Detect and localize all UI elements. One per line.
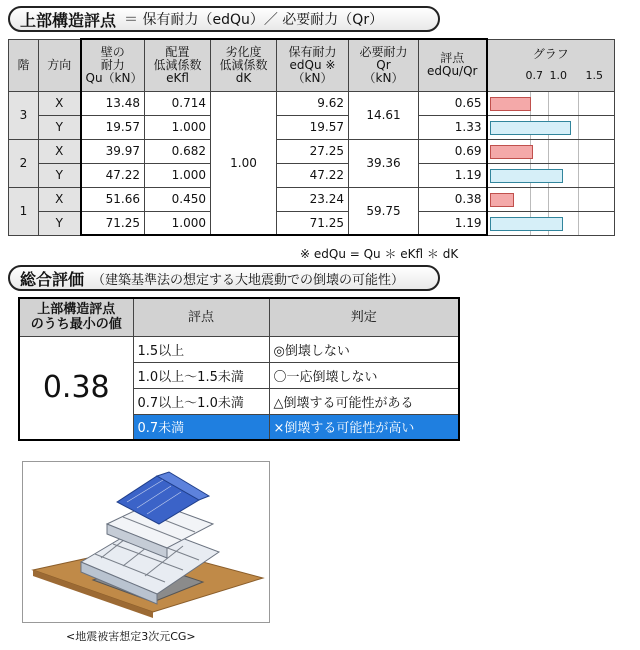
evaluation-header <box>8 6 440 32</box>
graph-cell <box>487 211 615 235</box>
direction-label: X <box>39 139 81 163</box>
wall-strength-value: 47.22 <box>81 163 145 187</box>
layout-factor-value: 0.714 <box>145 91 211 115</box>
score-range: 0.7以上～1.0未満 <box>133 388 269 414</box>
score-value: 1.19 <box>419 163 487 187</box>
score-value: 0.65 <box>419 91 487 115</box>
direction-label: X <box>39 91 81 115</box>
judgment-text: ◎倒壊しない <box>269 336 459 362</box>
col-judgment: 判定 <box>269 298 459 336</box>
wall-strength-value: 19.57 <box>81 115 145 139</box>
retained-strength-value: 9.62 <box>277 91 349 115</box>
layout-factor-value: 1.000 <box>145 163 211 187</box>
col-floor: 階 <box>9 39 39 91</box>
col-direction: 方向 <box>39 39 81 91</box>
retained-strength-value: 71.25 <box>277 211 349 235</box>
score-bar <box>490 169 563 183</box>
table-row <box>9 163 615 187</box>
retained-strength-value: 19.57 <box>277 115 349 139</box>
table-row <box>9 139 615 163</box>
graph-tick-label: 1.0 <box>549 68 567 82</box>
retained-strength-value: 27.25 <box>277 139 349 163</box>
deterioration-value: 1.00 <box>211 91 277 235</box>
score-value: 0.38 <box>419 187 487 211</box>
col-wall-strength: 壁の 耐力 Qu（kN） <box>81 39 145 91</box>
layout-factor-value: 1.000 <box>145 115 211 139</box>
required-strength-value: 59.75 <box>349 187 419 235</box>
graph-cell <box>487 139 615 163</box>
table-row <box>9 91 615 115</box>
col-graph: グラフ 0.7 1.0 1.5 <box>487 39 615 91</box>
wall-strength-value: 13.48 <box>81 91 145 115</box>
layout-factor-value: 0.450 <box>145 187 211 211</box>
col-summary-score: 評点 <box>133 298 269 336</box>
table-row <box>9 211 615 235</box>
col-deterioration: 劣化度 低減係数 dK <box>211 39 277 91</box>
graph-cell <box>487 91 615 115</box>
summary-table <box>18 297 460 441</box>
graph-cell <box>487 115 615 139</box>
layout-factor-value: 0.682 <box>145 139 211 163</box>
wall-strength-value: 51.66 <box>81 187 145 211</box>
direction-label: Y <box>39 211 81 235</box>
summary-row <box>19 336 459 362</box>
score-bar <box>490 121 572 135</box>
collapsed-house-illustration <box>23 462 269 622</box>
header-formula: ＝ 保有耐力（edQu）／ 必要耐力（Qr） <box>124 12 384 28</box>
header-lead: 上部構造評点 <box>20 10 117 30</box>
score-range: 1.0以上～1.5未満 <box>133 362 269 388</box>
summary-lead: 総合評価 <box>20 269 85 289</box>
required-strength-value: 14.61 <box>349 91 419 139</box>
col-min-score: 上部構造評点 のうち最小の値 <box>19 298 133 336</box>
score-bar <box>490 145 533 159</box>
retained-strength-value: 47.22 <box>277 163 349 187</box>
graph-cell <box>487 187 615 211</box>
wall-strength-value: 39.97 <box>81 139 145 163</box>
summary-header <box>8 265 440 291</box>
score-bar <box>490 217 563 231</box>
floor-label: 3 <box>9 91 39 139</box>
evaluation-table <box>8 38 615 236</box>
score-value: 1.33 <box>419 115 487 139</box>
layout-factor-value: 1.000 <box>145 211 211 235</box>
score-bar <box>490 97 531 111</box>
score-value: 1.19 <box>419 211 487 235</box>
col-retained: 保有耐力 edQu ※ （kN） <box>277 39 349 91</box>
cg-caption: <地震被害想定3次元CG> <box>66 630 196 643</box>
floor-label: 1 <box>9 187 39 235</box>
required-strength-value: 39.36 <box>349 139 419 187</box>
score-range: 0.7未満 <box>133 414 269 440</box>
summary-subtitle: （建築基準法の想定する大地震動での倒壊の可能性） <box>92 272 405 288</box>
direction-label: X <box>39 187 81 211</box>
judgment-text: △倒壊する可能性がある <box>269 388 459 414</box>
wall-strength-value: 71.25 <box>81 211 145 235</box>
formula-note: ※ edQu = Qu ＊ eKfl ＊ dK <box>300 247 459 261</box>
graph-tick-label: 0.7 <box>525 68 543 82</box>
col-layout-factor: 配置 低減係数 eKfl <box>145 39 211 91</box>
score-bar <box>490 193 515 207</box>
col-required: 必要耐力 Qr （kN） <box>349 39 419 91</box>
score-range: 1.5以上 <box>133 336 269 362</box>
retained-strength-value: 23.24 <box>277 187 349 211</box>
judgment-text: 〇一応倒壊しない <box>269 362 459 388</box>
table-row <box>9 187 615 211</box>
graph-cell <box>487 163 615 187</box>
score-value: 0.69 <box>419 139 487 163</box>
col-score: 評点 edQu/Qr <box>419 39 487 91</box>
table-row <box>9 115 615 139</box>
min-score-value: 0.38 <box>19 336 133 440</box>
direction-label: Y <box>39 163 81 187</box>
direction-label: Y <box>39 115 81 139</box>
earthquake-cg-image <box>22 461 270 623</box>
graph-tick-label: 1.5 <box>585 68 603 82</box>
floor-label: 2 <box>9 139 39 187</box>
judgment-text: ×倒壊する可能性が高い <box>269 414 459 440</box>
